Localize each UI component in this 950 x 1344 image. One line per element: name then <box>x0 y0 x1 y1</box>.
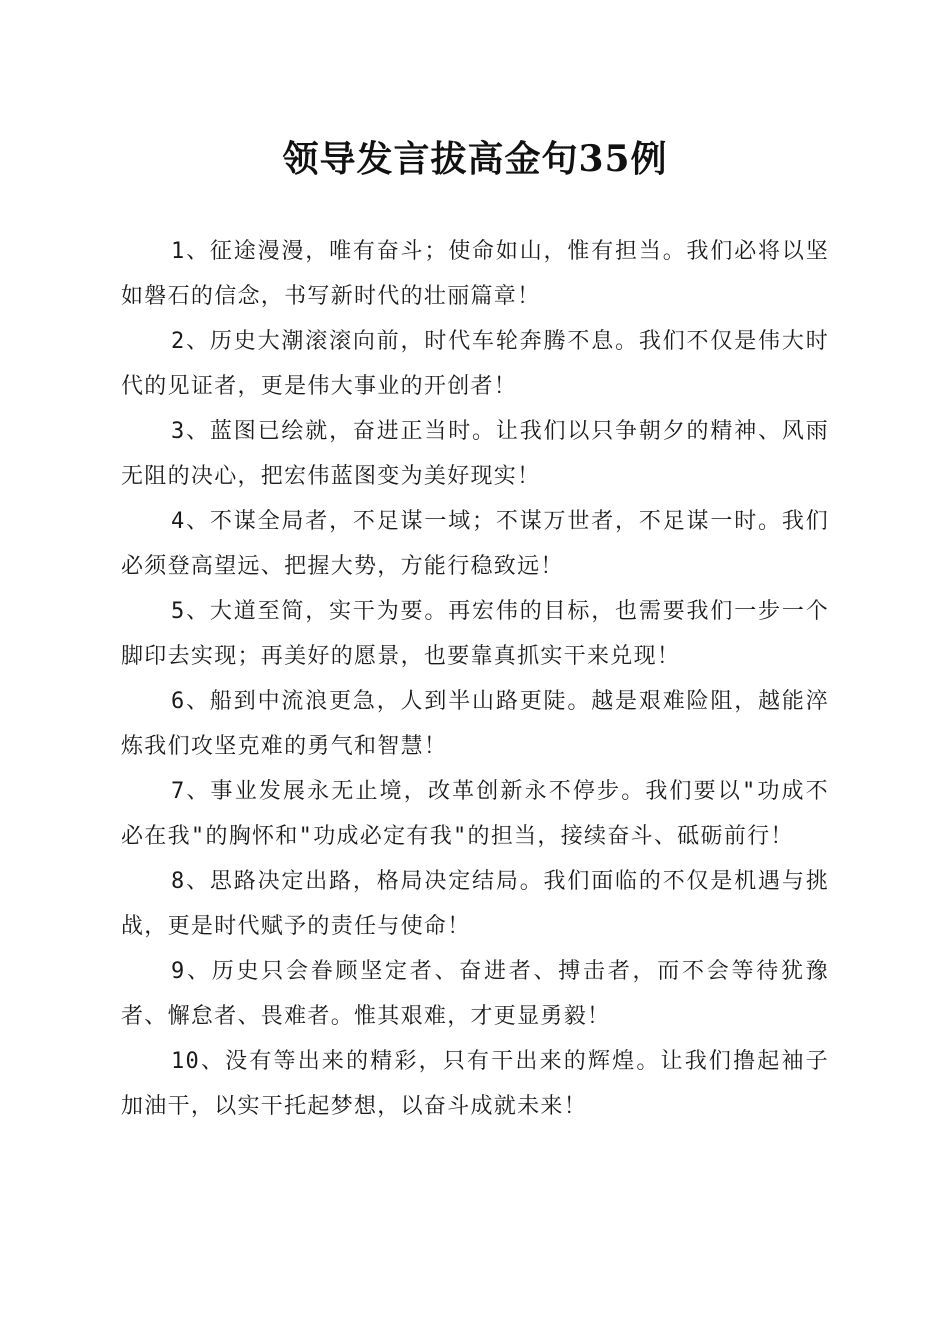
paragraph-1: 1、征途漫漫，唯有奋斗；使命如山，惟有担当。我们必将以坚如磐石的信念，书写新时代的壮丽篇章！ <box>121 239 829 309</box>
paragraph-7: 7、事业发展永无止境，改革创新永不停步。我们要以"功成不必在我"的胸怀和"功成必定有我"的担当，接续奋斗、砥砺前行！ <box>121 779 829 849</box>
paragraph-3: 3、蓝图已绘就，奋进正当时。让我们以只争朝夕的精神、风雨无阻的决心，把宏伟蓝图变为美好现实！ <box>121 419 829 489</box>
document-body <box>121 229 829 1129</box>
paragraph-2: 2、历史大潮滚滚向前，时代车轮奔腾不息。我们不仅是伟大时代的见证者，更是伟大事业的开创者！ <box>121 329 829 399</box>
document-title: 领导发言拔高金句35例 <box>282 138 668 180</box>
paragraph-9: 9、历史只会眷顾坚定者、奋进者、搏击者，而不会等待犹豫者、懈怠者、畏难者。惟其艰难，才更显勇毅！ <box>121 959 829 1029</box>
paragraph-8: 8、思路决定出路，格局决定结局。我们面临的不仅是机遇与挑战，更是时代赋予的责任与使命！ <box>121 869 829 939</box>
paragraph-4: 4、不谋全局者，不足谋一域；不谋万世者，不足谋一时。我们必须登高望远、把握大势，方能行稳致远！ <box>121 509 829 579</box>
paragraph-6: 6、船到中流浪更急，人到半山路更陡。越是艰难险阻，越能淬炼我们攻坚克难的勇气和智慧！ <box>121 689 829 759</box>
paragraph-5: 5、大道至简，实干为要。再宏伟的目标，也需要我们一步一个脚印去实现；再美好的愿景，也要靠真抓实干来兑现！ <box>121 599 829 669</box>
paragraph-10: 10、没有等出来的精彩，只有干出来的辉煌。让我们撸起袖子加油干，以实干托起梦想，以奋斗成就未来！ <box>121 1049 829 1119</box>
